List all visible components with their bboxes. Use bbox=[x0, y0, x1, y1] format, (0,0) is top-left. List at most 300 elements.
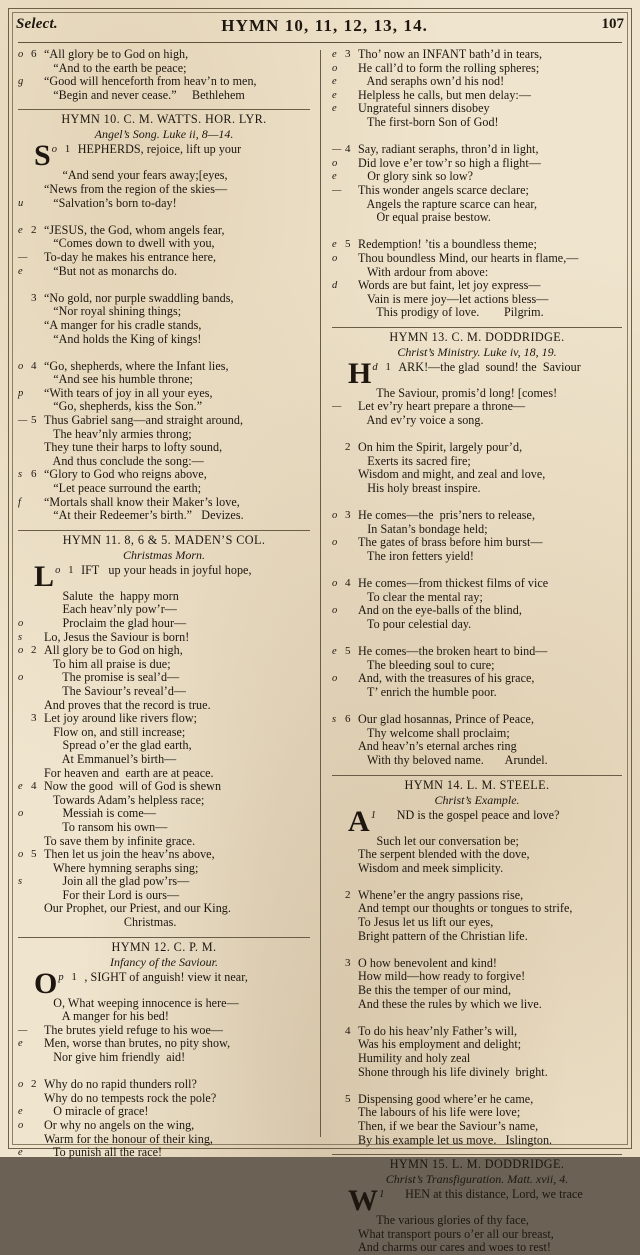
hymn-line bbox=[332, 75, 622, 89]
hymn-line bbox=[332, 536, 622, 550]
hymn-line bbox=[332, 1106, 622, 1120]
hymn-line bbox=[332, 157, 622, 171]
line-text: The gates of brass before him burst— bbox=[358, 535, 543, 550]
hymn-line bbox=[332, 916, 622, 930]
line-marker: d bbox=[332, 280, 338, 292]
hymn-line bbox=[18, 617, 310, 631]
line-marker: — bbox=[18, 415, 28, 427]
line-stanza-number: 1 bbox=[64, 143, 71, 156]
line-text: Did love e’er tow’r so high a flight— bbox=[358, 155, 541, 170]
hymn-line bbox=[332, 89, 622, 103]
hymn-line bbox=[332, 293, 622, 307]
line-text: Our Prophet, our Priest, and our King. bbox=[44, 901, 231, 916]
line-text: Thus Gabriel sang—and straight around, bbox=[44, 413, 244, 428]
hymn-heading: HYMN 12. C. P. M. bbox=[18, 937, 310, 955]
line-text: Thou boundless Mind, our hearts in flame,— bbox=[358, 250, 579, 265]
line-text: Helpless he calls, but men delay:— bbox=[358, 87, 531, 102]
line-marker: o bbox=[332, 673, 338, 685]
line-text: The heav’nly armies throng; bbox=[44, 426, 192, 441]
hymn-line bbox=[332, 1066, 622, 1080]
line-marker: e bbox=[332, 49, 337, 60]
line-marker: s bbox=[18, 876, 23, 888]
line-stanza-number: 1 bbox=[71, 970, 77, 983]
hymn-line bbox=[18, 1078, 310, 1092]
line-text: Flow on, and still increase; bbox=[44, 724, 186, 739]
line-text: Towards Adam’s helpless race; bbox=[44, 792, 205, 807]
hymn-line bbox=[332, 550, 622, 564]
line-text: With thy beloved name. Arundel. bbox=[358, 752, 548, 767]
line-text: Ungrateful sinners disobey bbox=[358, 101, 490, 116]
line-text: Let ev’ry heart prepare a throne— bbox=[358, 399, 526, 414]
hymn-line bbox=[18, 360, 310, 374]
hymn-line bbox=[332, 441, 622, 455]
hymn-line bbox=[332, 198, 622, 212]
hymn-line bbox=[332, 727, 622, 741]
hymn-first-line bbox=[18, 139, 310, 173]
hymn-heading: HYMN 10. C. M. WATTS. HOR. LYR. bbox=[18, 109, 310, 127]
line-text: Men, worse than brutes, no pity show, bbox=[44, 1036, 231, 1051]
line-marker: s bbox=[18, 631, 23, 643]
hymn-line bbox=[332, 862, 622, 876]
line-marker: o bbox=[18, 672, 24, 684]
line-text: Or why no angels on the wing, bbox=[44, 1118, 195, 1132]
hymn-line bbox=[332, 102, 622, 116]
line-text: And tempt our thoughts or tongues to strife, bbox=[358, 901, 573, 916]
hymn-line bbox=[18, 251, 310, 265]
hymn-line bbox=[332, 713, 622, 727]
hymn-line bbox=[18, 1024, 310, 1038]
line-text: Join all the glad pow’rs— bbox=[44, 874, 190, 889]
line-text: O how benevolent and kind! bbox=[358, 955, 498, 970]
drop-cap: W bbox=[348, 1184, 379, 1218]
hymn-line bbox=[18, 482, 310, 496]
hymn-line bbox=[332, 1241, 622, 1255]
page-title: HYMN 10, 11, 12, 13, 14. bbox=[221, 16, 429, 35]
line-text: T’ enrich the humble poor. bbox=[358, 684, 497, 699]
line-stanza-number: 2 bbox=[345, 888, 351, 901]
line-text: Messiah is come— bbox=[44, 806, 156, 821]
line-text: Such let our conversation be; bbox=[358, 833, 519, 848]
line-text: Spread o’er the glad earth, bbox=[44, 738, 192, 753]
hymn-line bbox=[332, 754, 622, 768]
line-marker: o bbox=[332, 510, 338, 522]
line-marker: o bbox=[332, 537, 338, 549]
line-stanza-number: 4 bbox=[345, 143, 351, 156]
hymn-line bbox=[18, 671, 310, 685]
hymn-line bbox=[18, 780, 310, 794]
hymn-line bbox=[332, 130, 622, 144]
hymn-line bbox=[332, 509, 622, 523]
line-marker: o bbox=[332, 157, 338, 169]
hymn-line bbox=[18, 210, 310, 224]
line-stanza-number: 4 bbox=[31, 780, 37, 793]
line-marker: 1 bbox=[370, 809, 377, 821]
line-text: On him the Spirit, largely pour’d, bbox=[358, 440, 523, 455]
line-stanza-number: 3 bbox=[31, 291, 37, 304]
hymn-line bbox=[18, 1010, 310, 1024]
line-text: A manger for his bed! bbox=[44, 1009, 169, 1024]
hymn-line bbox=[332, 387, 622, 401]
line-text: Then, if we bear the Saviour’s name, bbox=[358, 1118, 539, 1133]
line-text: Why do no rapid thunders roll? bbox=[44, 1077, 197, 1092]
hymn-line bbox=[18, 62, 310, 76]
line-stanza-number: 6 bbox=[31, 48, 37, 60]
line-text: Nor give him friendly aid! bbox=[44, 1050, 186, 1065]
drop-cap: L bbox=[34, 559, 55, 593]
line-stanza-number: 4 bbox=[31, 359, 37, 372]
hymn-line bbox=[18, 644, 310, 658]
line-text: How mild—how ready to forgive! bbox=[358, 969, 526, 984]
line-text: The various glories of thy face, bbox=[358, 1213, 529, 1228]
left-column bbox=[18, 47, 320, 1160]
line-text: All glory be to God on high, bbox=[44, 643, 183, 658]
line-text: And on the eye-balls of the blind, bbox=[358, 603, 522, 618]
line-text: What transport pours o’er all our breast, bbox=[358, 1226, 554, 1241]
hymn-line bbox=[18, 292, 310, 306]
line-marker: e bbox=[332, 103, 337, 115]
hymn-line bbox=[332, 400, 622, 414]
hymn-line bbox=[332, 984, 622, 998]
line-text: And charms our cares and woes to rest! bbox=[358, 1240, 551, 1255]
hymn-line bbox=[332, 889, 622, 903]
hymn-line bbox=[332, 468, 622, 482]
hymn-line bbox=[18, 1133, 310, 1147]
hymn-line bbox=[18, 712, 310, 726]
hymn-line bbox=[332, 279, 622, 293]
line-text: Wisdom and meek simplicity. bbox=[358, 860, 504, 875]
hymn-line bbox=[18, 726, 310, 740]
hymn-line bbox=[18, 1037, 310, 1051]
line-text: Why do no tempests rock the pole? bbox=[44, 1090, 217, 1105]
line-marker: p bbox=[18, 387, 24, 399]
line-text: For heaven and earth are at peace. bbox=[44, 765, 214, 780]
line-text: The brutes yield refuge to his woe— bbox=[44, 1022, 224, 1037]
hymn-line bbox=[332, 604, 622, 618]
line-stanza-number: 3 bbox=[345, 956, 351, 969]
header-rule bbox=[18, 42, 622, 43]
line-text: “Let peace surround the earth; bbox=[44, 481, 202, 496]
line-text: He call’d to form the rolling spheres; bbox=[358, 60, 540, 75]
hymn-line bbox=[18, 1092, 310, 1106]
line-marker: e bbox=[18, 1038, 23, 1050]
line-text: At Emmanuel’s birth— bbox=[44, 751, 177, 766]
hymn-line bbox=[18, 699, 310, 713]
drop-cap: H bbox=[348, 356, 372, 390]
line-text: And seraphs own’d his nod! bbox=[358, 74, 505, 89]
hymn-line bbox=[18, 835, 310, 849]
line-marker: o bbox=[18, 645, 24, 657]
hymn-line bbox=[332, 306, 622, 320]
line-stanza-number: 3 bbox=[31, 712, 37, 725]
hymn-first-line bbox=[332, 356, 622, 390]
hymn-line bbox=[332, 1011, 622, 1025]
hymn-line bbox=[18, 509, 310, 523]
line-text: Then let us join the heav’ns above, bbox=[44, 847, 215, 862]
line-text: Christmas. bbox=[44, 915, 177, 930]
line-marker: e bbox=[332, 89, 337, 101]
hymn-line bbox=[18, 875, 310, 889]
line-text: To pour celestial day. bbox=[358, 616, 472, 631]
hymn-line bbox=[18, 89, 310, 103]
hymn-first-line bbox=[332, 1184, 622, 1218]
line-marker: g bbox=[18, 76, 24, 88]
line-text: “Go, shepherds, kiss the Son.” bbox=[44, 399, 203, 414]
line-marker: e bbox=[18, 265, 23, 277]
hymn-line bbox=[332, 659, 622, 673]
line-stanza-number: 5 bbox=[31, 414, 37, 427]
hymn-line bbox=[332, 930, 622, 944]
hymn-subheading: Christ’s Example. bbox=[434, 792, 520, 807]
hymn-line bbox=[332, 62, 622, 76]
line-text: Where hymning seraphs sing; bbox=[44, 860, 199, 875]
hymn-line bbox=[332, 428, 622, 442]
hymn-line bbox=[332, 577, 622, 591]
hymn-heading: HYMN 14. L. M. STEELE. bbox=[332, 775, 622, 793]
hymn-line bbox=[18, 603, 310, 617]
hymn-line bbox=[332, 902, 622, 916]
line-text: Tho’ now an INFANT bath’d in tears, bbox=[358, 47, 543, 61]
line-stanza-number: 3 bbox=[345, 48, 351, 60]
line-text: Warm for the honour of their king, bbox=[44, 1131, 213, 1146]
hymn-line bbox=[18, 767, 310, 781]
hymn-line bbox=[18, 333, 310, 347]
hymn-line bbox=[18, 387, 310, 401]
hymn-line bbox=[332, 211, 622, 225]
line-stanza-number: 2 bbox=[31, 1078, 37, 1091]
line-text: To do his heav’nly Father’s will, bbox=[358, 1023, 518, 1038]
line-marker: o bbox=[18, 1079, 24, 1091]
line-text: “And holds the King of kings! bbox=[44, 331, 202, 346]
hymn-line bbox=[332, 1134, 622, 1148]
hymn-line bbox=[18, 902, 310, 916]
hymn-line bbox=[18, 169, 310, 183]
hymn-line bbox=[332, 143, 622, 157]
line-text: Wisdom and might, and zeal and love, bbox=[358, 467, 546, 482]
hymn-line bbox=[332, 48, 622, 62]
line-text: Humility and holy zeal bbox=[358, 1051, 471, 1065]
line-text: “All glory be to God on high, bbox=[44, 47, 189, 61]
line-text: Redemption! ’tis a boundless theme; bbox=[358, 237, 537, 252]
hymn-line bbox=[332, 1093, 622, 1107]
hymn-line bbox=[332, 1052, 622, 1066]
line-text: His holy breast inspire. bbox=[358, 481, 481, 496]
line-text: The bleeding soul to cure; bbox=[358, 657, 495, 672]
line-text: Was his employment and delight; bbox=[358, 1037, 522, 1052]
hymn-line bbox=[18, 48, 310, 62]
hymn-line bbox=[18, 414, 310, 428]
line-text: The serpent blended with the dove, bbox=[358, 847, 530, 862]
drop-cap: A bbox=[348, 804, 370, 838]
page-number: 107 bbox=[601, 16, 624, 32]
hymn-line bbox=[18, 319, 310, 333]
hymn-line bbox=[18, 496, 310, 510]
line-text: HEN at this distance, Lord, we trace bbox=[405, 1187, 583, 1202]
line-marker: — bbox=[18, 251, 28, 263]
hymn-line bbox=[18, 848, 310, 862]
hymn-line bbox=[332, 1079, 622, 1093]
hymn-line bbox=[18, 997, 310, 1011]
hymn-line bbox=[18, 1051, 310, 1065]
line-text: By his example let us move. Islington. bbox=[358, 1132, 553, 1147]
hymn-line bbox=[332, 225, 622, 239]
hymn-line bbox=[18, 373, 310, 387]
line-text: He comes—the pris’ners to release, bbox=[358, 508, 536, 523]
hymn-line bbox=[332, 848, 622, 862]
line-text: ARK!—the glad sound! the Saviour bbox=[398, 359, 581, 374]
line-text: Words are but faint, let joy express— bbox=[358, 278, 541, 293]
hymn-line bbox=[18, 916, 310, 930]
line-text: The Saviour, promis’d long! [comes! bbox=[358, 385, 558, 400]
line-text: To-day he makes his entrance here, bbox=[44, 249, 217, 264]
line-text: Say, radiant seraphs, thron’d in light, bbox=[358, 142, 539, 157]
line-text: ND is the gospel peace and love? bbox=[396, 807, 560, 822]
hymn-line bbox=[18, 468, 310, 482]
hymn-line bbox=[332, 700, 622, 714]
line-marker: o bbox=[18, 1120, 24, 1131]
hymn-line bbox=[18, 1105, 310, 1119]
line-text: “And send your fears away;[eyes, bbox=[44, 168, 228, 183]
hymn-first-line bbox=[332, 804, 622, 838]
hymn-first-line bbox=[18, 966, 310, 1000]
line-text: “Comes down to dwell with you, bbox=[44, 236, 215, 251]
line-marker: o bbox=[18, 808, 24, 820]
hymn-line bbox=[332, 523, 622, 537]
line-text: To save them by infinite grace. bbox=[44, 833, 196, 848]
line-marker: e bbox=[332, 171, 337, 183]
hymn-subheading: Christ’s Transfiguration. Matt. xvii, 4. bbox=[385, 1172, 569, 1187]
hymn-line bbox=[332, 455, 622, 469]
hymn-line bbox=[332, 998, 622, 1012]
hymn-subheading: Christ’s Ministry. Luke iv, 18, 19. bbox=[397, 344, 557, 359]
line-text: IFT up your heads in joyful hope, bbox=[81, 562, 252, 577]
line-marker: o bbox=[332, 578, 338, 590]
hymn-line bbox=[18, 265, 310, 279]
line-text: Shone through his life divinely bright. bbox=[358, 1064, 548, 1079]
hymn-heading: HYMN 11. 8, 6 & 5. MADEN’S COL. bbox=[18, 530, 310, 548]
line-stanza-number: 4 bbox=[345, 577, 351, 590]
line-text: And these the rules by which we live. bbox=[358, 996, 542, 1011]
hymn-line bbox=[18, 441, 310, 455]
line-text: “At their Redeemer’s birth.” Devizes. bbox=[44, 508, 244, 523]
line-text: And, with the treasures of his grace, bbox=[358, 671, 535, 686]
hymn-line bbox=[18, 685, 310, 699]
line-text: Each heav’nly pow’r— bbox=[44, 602, 177, 617]
line-marker: e bbox=[18, 781, 23, 793]
hymn-line bbox=[332, 686, 622, 700]
line-marker: — bbox=[332, 401, 342, 413]
page-columns bbox=[18, 47, 622, 1255]
line-text: To ransom his own— bbox=[44, 819, 168, 834]
line-text: “Begin and never cease.” Bethlehem bbox=[44, 87, 245, 102]
line-text: Proclaim the glad hour— bbox=[44, 616, 187, 630]
line-marker: o bbox=[18, 360, 24, 372]
line-stanza-number: 5 bbox=[31, 848, 37, 861]
hymn-line bbox=[332, 591, 622, 605]
hymn-line bbox=[18, 821, 310, 835]
line-text: “No gold, nor purple swaddling bands, bbox=[44, 290, 234, 305]
drop-cap: S bbox=[34, 139, 51, 173]
line-marker: s bbox=[332, 714, 337, 726]
line-text: Bright pattern of the Christian life. bbox=[358, 928, 528, 943]
hymn-heading: HYMN 15. L. M. DODDRIDGE. bbox=[332, 1154, 622, 1172]
hymn-line bbox=[332, 1025, 622, 1039]
line-text: This wonder angels scarce declare; bbox=[358, 182, 529, 197]
line-marker: e bbox=[332, 646, 337, 658]
hymn-line bbox=[332, 184, 622, 198]
line-marker: e bbox=[18, 1106, 23, 1118]
right-column bbox=[320, 47, 622, 1255]
line-text: Our glad hosannas, Prince of Peace, bbox=[358, 712, 535, 727]
line-marker: — bbox=[332, 144, 342, 156]
line-text: O miracle of grace! bbox=[44, 1104, 149, 1119]
hymn-line bbox=[18, 631, 310, 645]
line-text: Lo, Jesus the Saviour is born! bbox=[44, 629, 190, 644]
line-stanza-number: 6 bbox=[31, 468, 37, 481]
line-text: “A manger for his cradle stands, bbox=[44, 317, 202, 332]
hymn-line bbox=[18, 428, 310, 442]
line-marker: — bbox=[18, 1024, 28, 1036]
line-stanza-number: 3 bbox=[345, 509, 351, 522]
line-text: Exerts its sacred fire; bbox=[358, 453, 471, 468]
line-text: “Salvation’s born to-day! bbox=[44, 195, 177, 210]
line-marker: f bbox=[18, 496, 21, 508]
hymn-line bbox=[18, 739, 310, 753]
hymn-line bbox=[332, 1120, 622, 1134]
line-text: “But not as monarchs do. bbox=[44, 263, 178, 278]
hymn-line bbox=[18, 400, 310, 414]
hymn-line bbox=[332, 645, 622, 659]
line-text: The first-born Son of God! bbox=[358, 114, 499, 129]
line-text: In Satan’s bondage held; bbox=[358, 521, 488, 536]
hymn-line bbox=[18, 75, 310, 89]
line-marker: o bbox=[51, 144, 58, 156]
hymn-line bbox=[18, 1146, 310, 1160]
line-stanza-number: 1 bbox=[385, 360, 391, 373]
line-text: The promise is seal’d— bbox=[44, 670, 180, 685]
hymn-line bbox=[332, 943, 622, 957]
line-marker: e bbox=[332, 239, 337, 251]
hymn-line bbox=[18, 237, 310, 251]
line-text: HEPHERDS, rejoice, lift up your bbox=[77, 142, 242, 157]
line-text: To Jesus let us lift our eyes, bbox=[358, 915, 494, 930]
hymn-line bbox=[18, 346, 310, 360]
hymn-line bbox=[332, 482, 622, 496]
line-marker: o bbox=[55, 564, 61, 576]
line-stanza-number: 5 bbox=[345, 645, 351, 658]
hymn-line bbox=[18, 305, 310, 319]
hymn-line bbox=[332, 564, 622, 578]
line-text: He comes—the broken heart to bind— bbox=[358, 644, 548, 659]
line-text: Whene’er the angry passions rise, bbox=[358, 887, 524, 902]
hymn-line bbox=[332, 414, 622, 428]
line-marker: — bbox=[332, 184, 342, 196]
hymn-line bbox=[332, 238, 622, 252]
hymn-line bbox=[332, 632, 622, 646]
hymn-line bbox=[18, 889, 310, 903]
line-text: Now the good will of God is shewn bbox=[44, 779, 222, 794]
line-text: With ardour from above: bbox=[358, 264, 489, 279]
line-text: “Mortals shall know their Maker’s love, bbox=[44, 494, 240, 509]
hymn-line bbox=[332, 740, 622, 754]
line-text: , SIGHT of anguish! view it near, bbox=[84, 969, 248, 984]
hymn-line bbox=[332, 672, 622, 686]
line-text: “Nor royal shining things; bbox=[44, 304, 182, 319]
line-marker: o bbox=[18, 618, 24, 629]
line-marker: s bbox=[18, 469, 23, 481]
line-text: Let joy around like rivers flow; bbox=[44, 711, 198, 726]
line-stanza-number: 2 bbox=[31, 644, 37, 657]
line-text: To clear the mental ray; bbox=[358, 589, 483, 604]
